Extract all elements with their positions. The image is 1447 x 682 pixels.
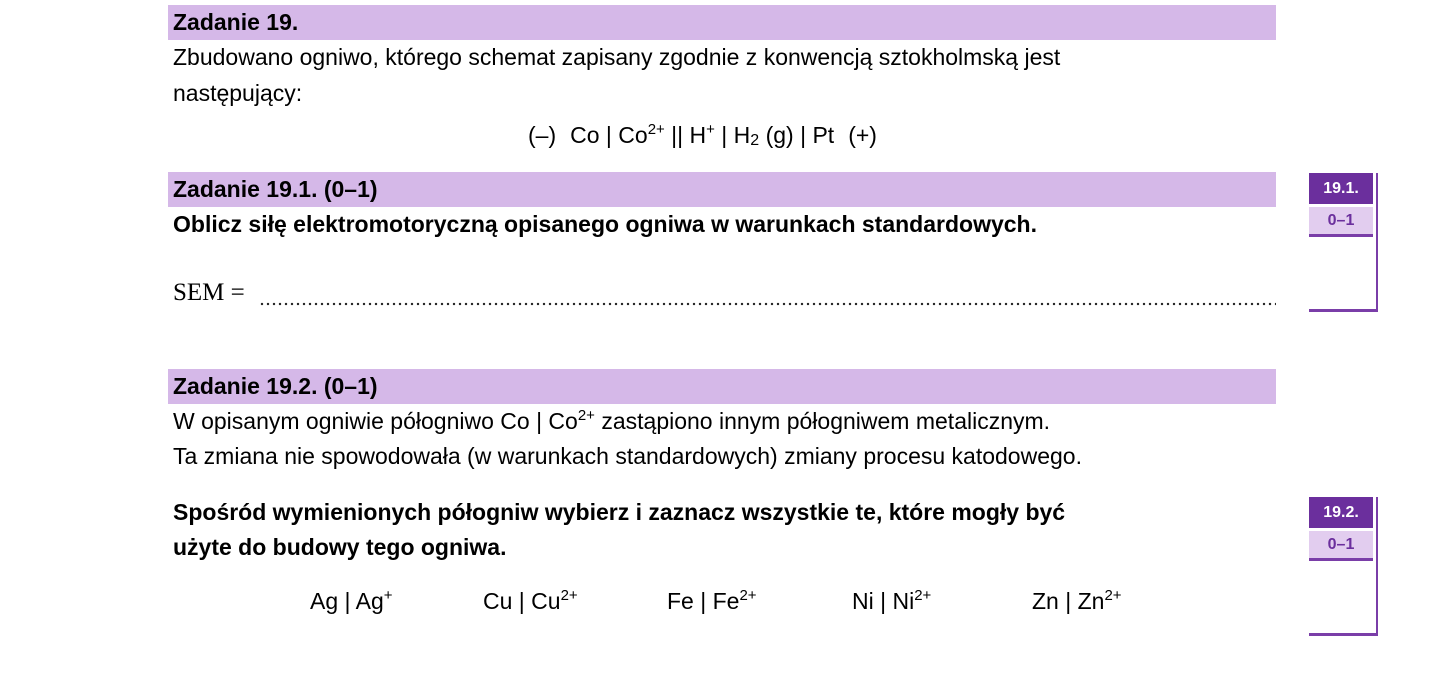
option-zn[interactable]: Zn | $Zn^{2+}$	[1032, 587, 1122, 614]
score-box-points: 0–1	[1309, 207, 1373, 237]
sem-label: SEM =	[173, 279, 252, 306]
task-19-2-instruction-line2: użyte do budowy tego ogniwa.	[173, 534, 507, 560]
score-box-grade-area[interactable]	[1309, 237, 1376, 312]
scheme-part3: | H	[714, 122, 751, 148]
task-19-2-title: Zadanie 19.2. (0–1)	[168, 369, 1276, 404]
anode-sign: (–)	[528, 122, 557, 148]
option-cu[interactable]: Cu | $Cu^{2+}$	[483, 587, 578, 614]
task-19-1-instruction: Oblicz siłę elektromotoryczną opisanego ogniwa w warunkach standardowych.	[173, 211, 1037, 237]
line1-text: W opisanym ogniwie półogniwo Co | Co	[173, 408, 578, 434]
option-ni[interactable]: Ni | $Ni^{2+}$	[852, 587, 932, 614]
task-19-2-line2: Ta zmiana nie spowodowała (w warunkach standardowych) zmiany procesu katodowego.	[173, 443, 1082, 469]
line1-text-end: zastąpiono innym półogniwem metalicznym.	[594, 408, 1051, 434]
task-19-title: Zadanie 19.	[168, 5, 1276, 40]
score-box-points: 0–1	[1309, 531, 1373, 561]
score-box-19-1	[1309, 173, 1378, 312]
scheme-part2-charge: +	[706, 121, 715, 138]
option-ag[interactable]: Ag | Ag+	[310, 587, 393, 614]
task-19-2-instruction-line1: Spośród wymienionych półogniw wybierz i zaznacz wszystkie te, które mogły być	[173, 499, 1066, 525]
score-box-number: 19.1.	[1309, 173, 1373, 204]
score-box-19-2	[1309, 497, 1378, 636]
scheme-part2: || H	[664, 122, 707, 148]
task-19-intro-line1: Zbudowano ogniwo, którego schemat zapisany zgodnie z konwencją sztokholmską jest	[173, 44, 1061, 70]
option-fe[interactable]: Fe | $Fe^{2+}$	[667, 587, 757, 614]
scheme-part1: Co | Co	[570, 122, 648, 148]
cathode-sign: (+)	[848, 122, 877, 148]
score-box-number: 19.2.	[1309, 497, 1373, 528]
line1-charge: 2+	[577, 407, 595, 424]
task-19-intro-line2: następujący:	[173, 80, 303, 106]
scheme-part1-charge: 2+	[647, 121, 665, 138]
cell-scheme	[528, 118, 877, 153]
scheme-part3-subscript: 2	[750, 132, 760, 149]
task-19-1-title: Zadanie 19.1. (0–1)	[168, 172, 1276, 207]
score-box-grade-area[interactable]	[1309, 561, 1376, 636]
sem-answer-row	[173, 276, 1276, 310]
sem-answer-field[interactable]	[259, 284, 1276, 306]
scheme-part4: (g) | Pt	[759, 122, 835, 148]
task-19-2-line1	[173, 404, 1050, 439]
